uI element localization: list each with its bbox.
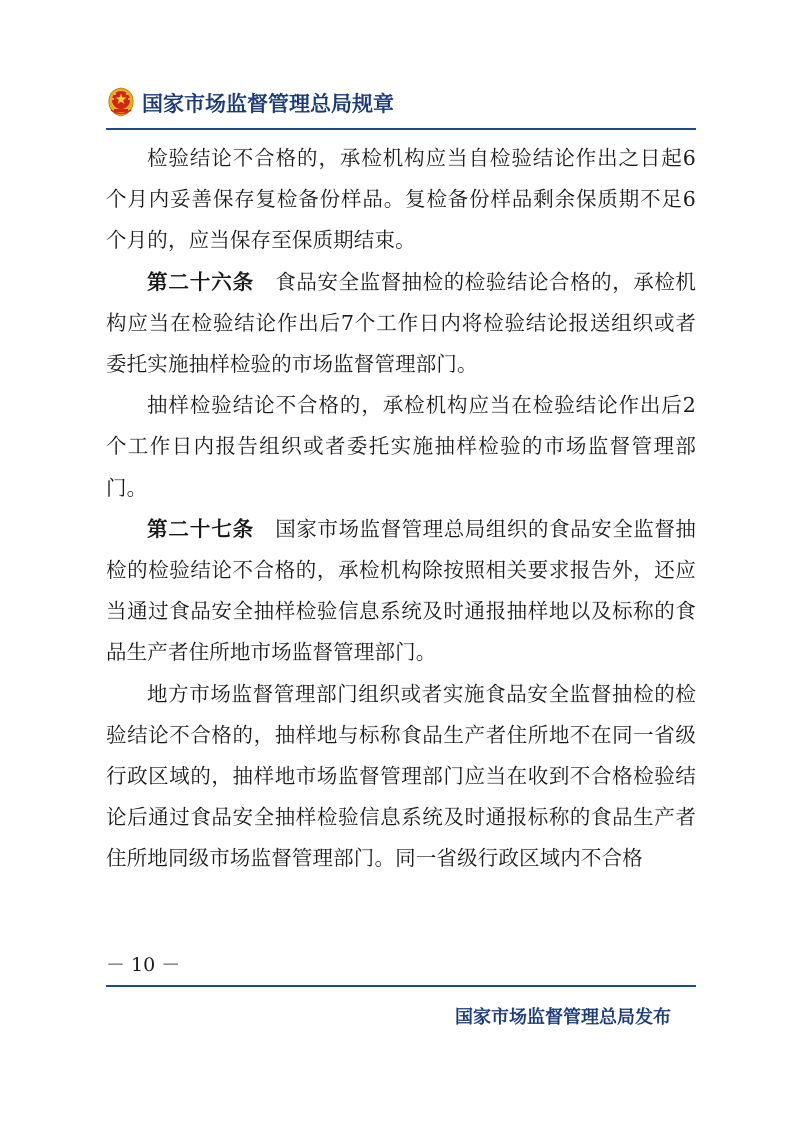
paragraph — [106, 385, 696, 509]
paragraph — [106, 138, 696, 262]
article-gap — [254, 517, 275, 541]
publisher-label: 国家市场监督管理总局发布 — [455, 1007, 671, 1028]
page-number: － 10 － — [106, 954, 181, 976]
paragraph — [106, 509, 696, 674]
header-title: 国家市场监督管理总局规章 — [142, 92, 394, 116]
paragraph-text: 抽样检验结论不合格的，承检机构应当在检验结论作出后2个工作日内报告组织或者委托实施抽样检验的市场监督管理部门。 — [106, 393, 696, 500]
paragraph-text: 地方市场监督管理部门组织或者实施食品安全监督抽检的检验结论不合格的，抽样地与标称食品生产者住所地不在同一省级行政区域的，抽样地市场监督管理部门应当在收到不合格检验结论后通过食品安全抽样检验信息系统及时通报标称的食品生产者住所地同级市场监督管理部门。同一省级行政区域内不合格 — [106, 681, 696, 871]
paragraph-text: 检验结论不合格的，承检机构应当自检验结论作出之日起6个月内妥善保存复检备份样品。复检备份样品剩余保质期不足6个月的，应当保存至保质期结束。 — [106, 146, 696, 253]
national-emblem-icon — [106, 86, 136, 118]
header-divider — [106, 128, 696, 130]
paragraph — [106, 674, 696, 880]
paragraph-text: 食品安全监督抽检的检验结论合格的，承检机构应当在检验结论作出后7个工作日内将检验结论报送组织或者委托实施抽样检验的市场监督管理部门。 — [106, 269, 697, 377]
article-number: 第二十六条 — [147, 269, 255, 294]
paragraph-text: 国家市场监督管理总局组织的食品安全监督抽检的检验结论不合格的，承检机构除按照相关要求报告外，还应当通过食品安全抽样检验信息系统及时通报抽样地以及标称的食品生产者住所地市场监督管理部门。 — [106, 516, 697, 665]
document-body — [106, 138, 696, 880]
article-gap — [254, 270, 275, 294]
page-header — [106, 84, 696, 124]
article-number: 第二十七条 — [147, 516, 255, 541]
footer-divider — [106, 985, 696, 987]
paragraph — [106, 262, 696, 386]
